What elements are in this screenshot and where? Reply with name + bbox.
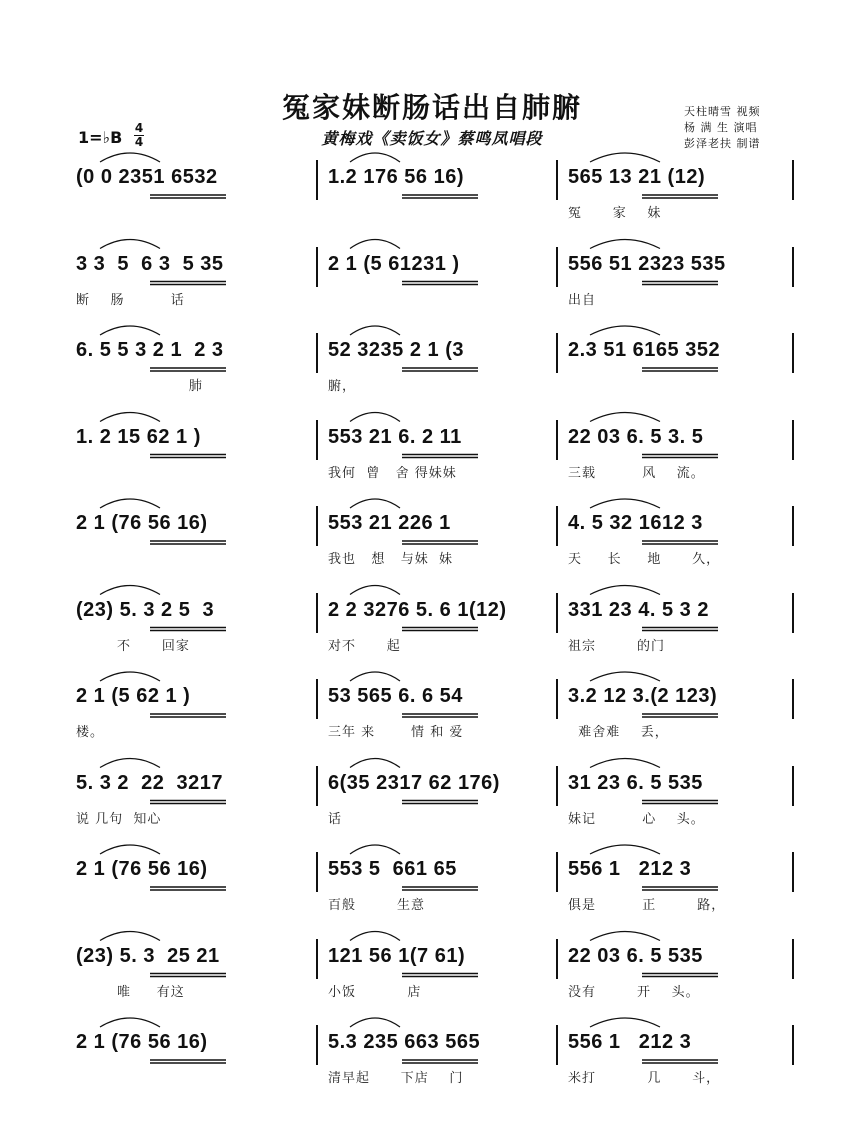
lyric-line: 我也 想 与妹 妹 — [328, 552, 454, 567]
lyric-line: 米打 几 斗， — [568, 1071, 721, 1086]
slur-arc — [590, 413, 660, 422]
measure-notes: (23) 5. 3 2 5 3 — [76, 598, 215, 621]
slur-arc — [100, 586, 160, 595]
slur-arc — [350, 499, 400, 508]
slur-arc — [590, 845, 660, 854]
lyric-line: 三年 来 情 和 爱 — [328, 725, 464, 740]
lyric-line: 冤 家 妹 — [568, 206, 662, 221]
slur-arc — [590, 1018, 660, 1027]
slur-arc — [350, 759, 400, 768]
meter-top: 4 — [134, 121, 144, 135]
slur-arc — [350, 932, 400, 941]
slur-arc — [590, 932, 660, 941]
slur-arc — [100, 672, 160, 681]
measure-notes: (0 0 2351 6532 — [76, 166, 218, 188]
measure-notes: 2.3 51 6165 352 — [568, 339, 721, 361]
slur-arc — [590, 499, 660, 508]
measure-notes: (23) 5. 3 25 21 — [76, 944, 220, 967]
lyric-line: 唯 有这 — [76, 984, 185, 1000]
slur-arc — [350, 240, 400, 249]
lyric-line: 腑， — [328, 379, 357, 394]
slur-arc — [100, 153, 160, 162]
measure-notes: 52 3235 2 1 (3 — [328, 339, 464, 361]
measure-notes: 553 21 6. 2 11 — [328, 425, 462, 448]
lyric-line: 说 几句 知心 — [76, 811, 162, 827]
lyric-line: 出自 — [568, 292, 597, 308]
slur-arc — [350, 1018, 400, 1027]
measure-notes: 2 2 3276 5. 6 1(12) — [328, 598, 507, 621]
slur-arc — [100, 326, 160, 335]
measure-notes: 556 1 212 3 — [568, 1031, 692, 1053]
key-signature: 1=♭B — [78, 128, 123, 147]
slur-arc — [350, 413, 400, 422]
measure-notes: 53 565 6. 6 54 — [328, 685, 463, 707]
measure-notes: 22 03 6. 5 535 — [568, 944, 703, 967]
lyric-line: 话 — [328, 811, 343, 827]
song-title: 冤家妹断肠话出自肺腑 — [281, 91, 582, 124]
measure-notes: 22 03 6. 5 3. 5 — [568, 425, 704, 448]
slur-arc — [350, 153, 400, 162]
measure-notes: 556 51 2323 535 — [568, 252, 726, 275]
slur-arc — [100, 759, 160, 768]
measure-notes: 2 1 (76 56 16) — [76, 1031, 208, 1053]
measure-notes: 1. 2 15 62 1 ) — [76, 425, 201, 448]
slur-arc — [350, 672, 400, 681]
slur-arc — [590, 586, 660, 595]
measure-notes: 2 1 (76 56 16) — [76, 512, 208, 534]
lyric-line: 没有 开 头。 — [568, 984, 700, 1000]
measure-notes: 121 56 1(7 61) — [328, 944, 466, 967]
slur-arc — [590, 326, 660, 335]
lyric-line: 我何 曾 舍 得妹妹 — [328, 465, 457, 481]
measure-notes: 553 21 226 1 — [328, 512, 451, 534]
lyric-line: 天 长 地 久， — [568, 552, 721, 567]
measure-notes: 331 23 4. 5 3 2 — [568, 598, 709, 621]
lyric-line: 楼。 — [76, 725, 105, 740]
lyric-line: 妹记 心 头。 — [568, 811, 705, 827]
measure-notes: 553 5 661 65 — [328, 858, 457, 880]
measure-notes: 6. 5 5 3 2 1 2 3 — [76, 339, 224, 361]
measure-notes: 4. 5 32 1612 3 — [568, 512, 703, 534]
lyric-line: 肺 — [76, 379, 203, 394]
lyric-line: 百般 生意 — [328, 898, 426, 913]
lyric-line: 断 肠 话 — [76, 292, 185, 308]
measure-notes: 3.2 12 3.(2 123) — [568, 685, 718, 707]
slur-arc — [100, 499, 160, 508]
slur-arc — [350, 586, 400, 595]
lyric-line: 小饭 店 — [328, 984, 422, 1000]
lyric-line: 难舍难 丢， — [568, 725, 669, 740]
slur-arc — [100, 845, 160, 854]
credit-video: 天柱晴雪 视频 — [684, 105, 761, 118]
slur-arc — [100, 1018, 160, 1027]
meter-bottom: 4 — [134, 135, 144, 149]
slur-arc — [590, 153, 660, 162]
measure-notes: 565 13 21 (12) — [568, 166, 706, 188]
credit-singer: 杨 满 生 演唱 — [684, 121, 758, 134]
lyric-line: 不 回家 — [76, 638, 190, 654]
measure-notes: 2 1 (5 62 1 ) — [76, 685, 191, 707]
measure-notes: 6(35 2317 62 176) — [328, 771, 500, 794]
measure-notes: 3 3 5 6 3 5 35 — [76, 252, 224, 275]
slur-arc — [100, 240, 160, 249]
measure-notes: 31 23 6. 5 535 — [568, 771, 703, 794]
lyric-line: 祖宗 的门 — [568, 638, 666, 654]
measure-notes: 556 1 212 3 — [568, 858, 692, 880]
lyric-line: 俱是 正 路， — [568, 898, 726, 913]
credit-score: 彭泽老扶 制谱 — [684, 137, 761, 150]
slur-arc — [590, 759, 660, 768]
lyric-line: 对不 起 — [328, 638, 401, 654]
slur-arc — [590, 240, 660, 249]
slur-arc — [590, 672, 660, 681]
measure-notes: 5. 3 2 22 3217 — [76, 771, 224, 794]
lyric-line: 清早起 下店 门 — [328, 1071, 464, 1086]
measure-notes: 5.3 235 663 565 — [328, 1031, 481, 1053]
slur-arc — [100, 932, 160, 941]
slur-arc — [350, 326, 400, 335]
measure-notes: 2 1 (5 61231 ) — [328, 252, 460, 275]
lyric-line: 三载 风 流。 — [568, 465, 705, 481]
measure-notes: 1.2 176 56 16) — [328, 166, 464, 188]
song-subtitle: 黄梅戏《卖饭女》蔡鸣凤唱段 — [321, 129, 543, 148]
slur-arc — [100, 413, 160, 422]
slur-arc — [350, 845, 400, 854]
measure-notes: 2 1 (76 56 16) — [76, 858, 208, 880]
